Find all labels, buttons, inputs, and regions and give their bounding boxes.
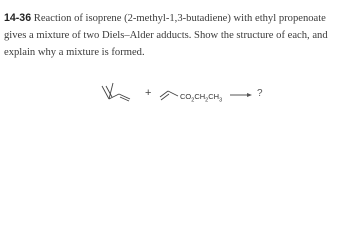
problem-statement [4,10,348,61]
problem-number: 14-36 [4,12,32,24]
formula-part-3: CH [208,92,220,101]
reaction-drawing [0,76,350,107]
formula-subscript-3: 3 [219,97,223,104]
formula-subscript-1: 2 [191,97,195,104]
formula-subscript-2: 2 [205,97,209,104]
ethyl-propenoate-vinyl [160,91,178,100]
isoprene-structure [102,83,130,101]
plus-sign: + [145,87,152,99]
formula-part-1: CO [180,92,192,101]
formula-part-2: CH [194,92,206,101]
reaction-arrow [230,93,252,97]
problem-text: Reaction of isoprene (2-methyl-1,3-butadiene) with ethyl propenoate gives a mixture of two Diels–Alder adducts. Show the structure of each, and explain why a mixture is formed. [4,13,328,58]
reaction-scheme [0,76,350,107]
unknown-product-mark: ? [257,88,263,99]
ester-formula [180,92,222,104]
